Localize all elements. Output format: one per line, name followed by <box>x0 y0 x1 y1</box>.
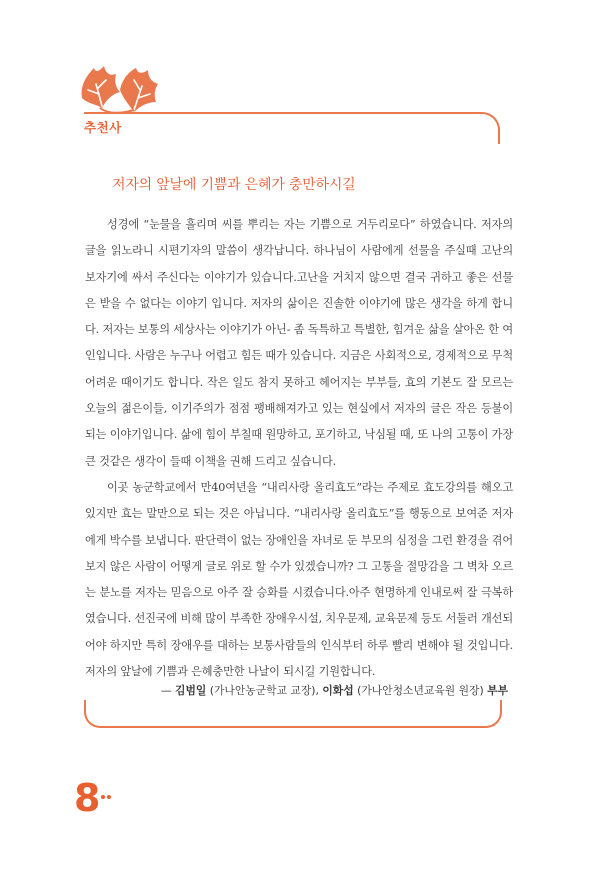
leaf-icon <box>76 60 160 118</box>
signature-dash: — <box>160 684 172 697</box>
page-number: 8 <box>74 776 101 820</box>
signature-suffix: 부부 <box>487 684 508 697</box>
bottom-frame-line <box>84 700 502 728</box>
section-label: 추천사 <box>84 120 122 135</box>
page-dots-icon <box>100 794 112 800</box>
body-text <box>85 212 513 685</box>
paragraph-1: 성경에 “눈물을 흘리며 씨를 뿌리는 자는 기쁨으로 거두리로다” 하였습니다. 저자의 글을 읽노라니 시편기자의 말씀이 생각납니다. 하나님이 사람에게 선물을 주실때 고난의 보자기에 싸서 주신다는 이야기가 있습니다.고난을 거치지 않으면 결국 귀하고 좋은 선물은 받을 수 없다는 이야기 입니다. 저자의 삶이은 진솔한 이야기에 많은 생각을 하게 합니다. 저자는 보통의 세상사는 이야기가 아닌- 좀 독특하고 특별한, 힘겨운 삶을 살아온 한 여인입니다. 사람은 누구나 어렵고 힘든 때가 있습니다. 지금은 사회적으로, 경제적으로 무척 어려운 때이기도 합니다. 작은 일도 참지 못하고 헤어지는 부부들, 효의 기본도 잘 모르는 오늘의 젊은이들, 이기주의가 점점 팽배해져가고 있는 현실에서 저자의 글은 작은 등불이 되는 이야기입니다. 삶에 힘이 부칠때 원망하고, 포기하고, 낙심될 때, 또 나의 고통이 가장 큰 것같은 생각이 들때 이책을 권해 드리고 싶습니다. <box>85 218 513 468</box>
paragraph-2: 이곳 농군학교에서 만40여년을 “내리사랑 올리효도”라는 주제로 효도강의를 해오고 있지만 효는 말만으로 되는 것은 아닙니다. “내리사랑 올리효도”를 행동으로 보여준 저자에게 박수를 보냅니다. 판단력이 없는 장애인을 자녀로 둔 부모의 심정을 그런 환경을 겪어보지 않은 사람이 어떻게 글로 위로 할 수가 있겠습니까? 그 고통을 절망감을 그 벽차 오르는 분노를 저자는 믿음으로 아주 잘 승화를 시켰습니다.아주 현명하게 인내로써 잘 극복하였습니다. 선진국에 비해 많이 부족한 장애우시설, 치우문제, 교육문제 등도 서둘러 개선되어야 하지만 특히 장애우를 대하는 보통사람들의 인식부터 하루 빨리 변해야 될 것입니다. 저자의 앞날에 기쁨과 은혜충만한 나날이 되시길 기원합니다. <box>85 480 513 679</box>
signature-role-2: (가나안청소년교육원 원장) <box>357 684 484 697</box>
subtitle: 저자의 앞날에 기쁨과 은혜가 충만하시길 <box>112 177 356 193</box>
signature-role-1: (가나안농군학교 교장), <box>209 684 319 697</box>
signature-name-2: 이화섭 <box>322 684 354 697</box>
signature-name-1: 김범일 <box>175 684 207 697</box>
signature <box>161 683 508 698</box>
top-frame-line <box>84 112 500 144</box>
